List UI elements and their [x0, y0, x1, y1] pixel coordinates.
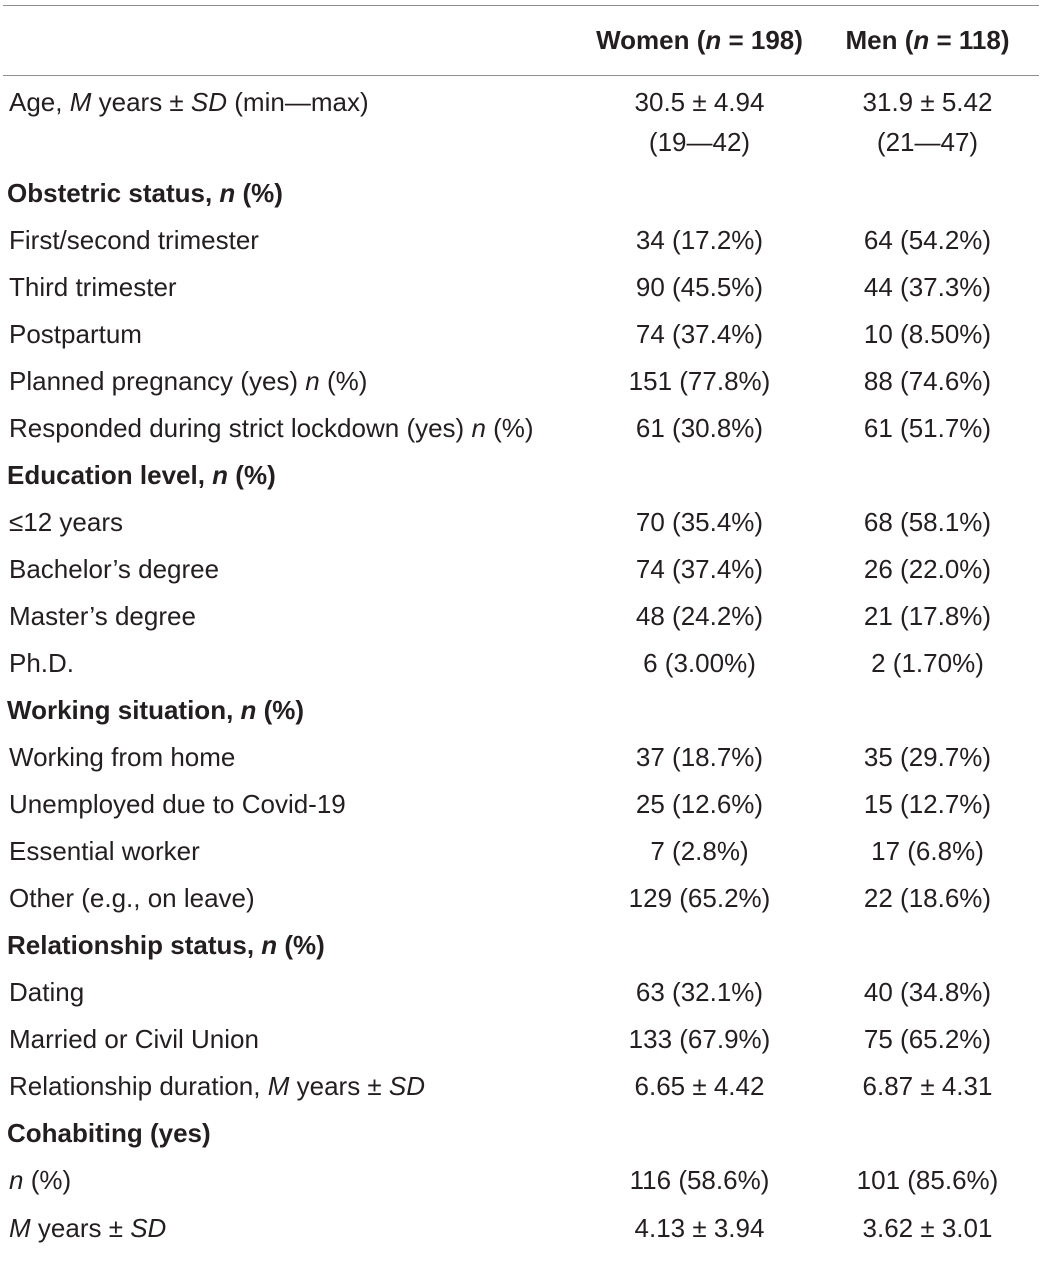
- men-value: 101 (85.6%): [856, 1165, 999, 1195]
- men-value: 3.62 ± 3.01: [862, 1212, 993, 1243]
- row-label: Planned pregnancy (yes) n (%): [9, 366, 368, 396]
- women-value: 61 (30.8%): [635, 413, 764, 443]
- row-label: Other (e.g., on leave): [9, 883, 255, 913]
- women-value: 116 (58.6%): [629, 1165, 770, 1195]
- women-value: 34 (17.2%): [635, 225, 764, 255]
- table-row: [3, 311, 1039, 358]
- women-value: 48 (24.2%): [635, 601, 764, 631]
- women-value: 70 (35.4%): [635, 507, 764, 537]
- row-label: M years ± SD: [9, 1212, 167, 1243]
- header-row: [3, 6, 1039, 76]
- table-row: [3, 593, 1039, 640]
- row-label: Age, M years ± SD (min—max): [9, 87, 369, 117]
- men-value: 2 (1.70%): [871, 648, 984, 678]
- row-label: Responded during strict lockdown (yes) n (%): [9, 413, 534, 443]
- row-label: ≤12 years: [9, 507, 123, 537]
- women-value: 90 (45.5%): [635, 272, 764, 302]
- section-title: Relationship status, n (%): [7, 930, 325, 960]
- row-label: n (%): [9, 1165, 72, 1195]
- demographics-table-container: [0, 5, 1043, 1252]
- women-value: 74 (37.4%): [635, 319, 764, 349]
- section-title: Working situation, n (%): [7, 695, 305, 725]
- men-value: 35 (29.7%): [863, 742, 992, 772]
- table-row: [3, 734, 1039, 781]
- section-header-education: [3, 452, 1039, 499]
- row-label: Third trimester: [9, 272, 177, 302]
- section-header-relationship: [3, 922, 1039, 969]
- row-label: Essential worker: [9, 836, 200, 866]
- men-value: 17 (6.8%): [871, 836, 984, 866]
- women-value: 7 (2.8%): [650, 836, 749, 866]
- table-row: [3, 640, 1039, 687]
- row-label: Married or Civil Union: [9, 1024, 259, 1054]
- women-value: 74 (37.4%): [635, 554, 764, 584]
- row-label: Postpartum: [9, 319, 142, 349]
- table-row: [3, 828, 1039, 875]
- demographics-table: [3, 5, 1039, 1252]
- men-value: 10 (8.50%): [863, 319, 992, 349]
- men-value: 22 (18.6%): [863, 883, 992, 913]
- men-value: 31.9 ± 5.42 (21—47): [862, 87, 993, 157]
- header-men: Men (n = 118): [845, 25, 1010, 55]
- table-row-relationship-duration: [3, 1063, 1039, 1110]
- table-row: [3, 781, 1039, 828]
- row-label: Relationship duration, M years ± SD: [9, 1071, 426, 1101]
- row-label: First/second trimester: [9, 225, 259, 255]
- table-row-cohabiting-years: [3, 1204, 1039, 1252]
- women-value: 30.5 ± 4.94 (19—42): [634, 87, 765, 157]
- table-row-age: [3, 76, 1039, 171]
- women-value: 129 (65.2%): [628, 883, 771, 913]
- women-value: 133 (67.9%): [628, 1024, 771, 1054]
- section-header-obstetric: [3, 170, 1039, 217]
- table-row: [3, 1016, 1039, 1063]
- men-value: 15 (12.7%): [863, 789, 992, 819]
- men-value: 88 (74.6%): [863, 366, 992, 396]
- row-label: Unemployed due to Covid-19: [9, 789, 346, 819]
- men-value: 6.87 ± 4.31: [862, 1071, 993, 1101]
- women-value: 151 (77.8%): [628, 366, 771, 396]
- men-value: 21 (17.8%): [863, 601, 992, 631]
- row-label: Working from home: [9, 742, 236, 772]
- row-label: Dating: [9, 977, 85, 1007]
- table-row: [3, 875, 1039, 922]
- table-row-planned-pregnancy: [3, 358, 1039, 405]
- men-value: 75 (65.2%): [863, 1024, 992, 1054]
- section-title: Cohabiting (yes): [7, 1118, 211, 1148]
- women-value: 6 (3.00%): [643, 648, 756, 678]
- table-row: [3, 264, 1039, 311]
- table-row-cohabiting-n: [3, 1157, 1039, 1204]
- table-body: [3, 76, 1039, 1253]
- table-row-strict-lockdown: [3, 405, 1039, 452]
- section-header-working: [3, 687, 1039, 734]
- women-value: 63 (32.1%): [635, 977, 764, 1007]
- men-value: 61 (51.7%): [863, 413, 992, 443]
- men-value: 64 (54.2%): [863, 225, 992, 255]
- table-row: [3, 499, 1039, 546]
- row-label: Ph.D.: [9, 648, 75, 678]
- men-value: 40 (34.8%): [863, 977, 992, 1007]
- section-header-cohabiting: [3, 1110, 1039, 1157]
- section-title: Obstetric status, n (%): [7, 178, 283, 208]
- men-value: 26 (22.0%): [863, 554, 992, 584]
- women-value: 4.13 ± 3.94: [634, 1212, 765, 1243]
- women-value: 37 (18.7%): [635, 742, 764, 772]
- row-label: Master’s degree: [9, 601, 196, 631]
- men-value: 68 (58.1%): [863, 507, 992, 537]
- table-header: [3, 6, 1039, 76]
- table-row: [3, 217, 1039, 264]
- women-value: 6.65 ± 4.42: [634, 1071, 765, 1101]
- row-label: Bachelor’s degree: [9, 554, 220, 584]
- header-women: Women (n = 198): [596, 25, 803, 55]
- women-value: 25 (12.6%): [635, 789, 764, 819]
- men-value: 44 (37.3%): [863, 272, 992, 302]
- table-row: [3, 546, 1039, 593]
- section-title: Education level, n (%): [7, 460, 276, 490]
- table-row: [3, 969, 1039, 1016]
- header-empty-cell: [3, 6, 583, 76]
